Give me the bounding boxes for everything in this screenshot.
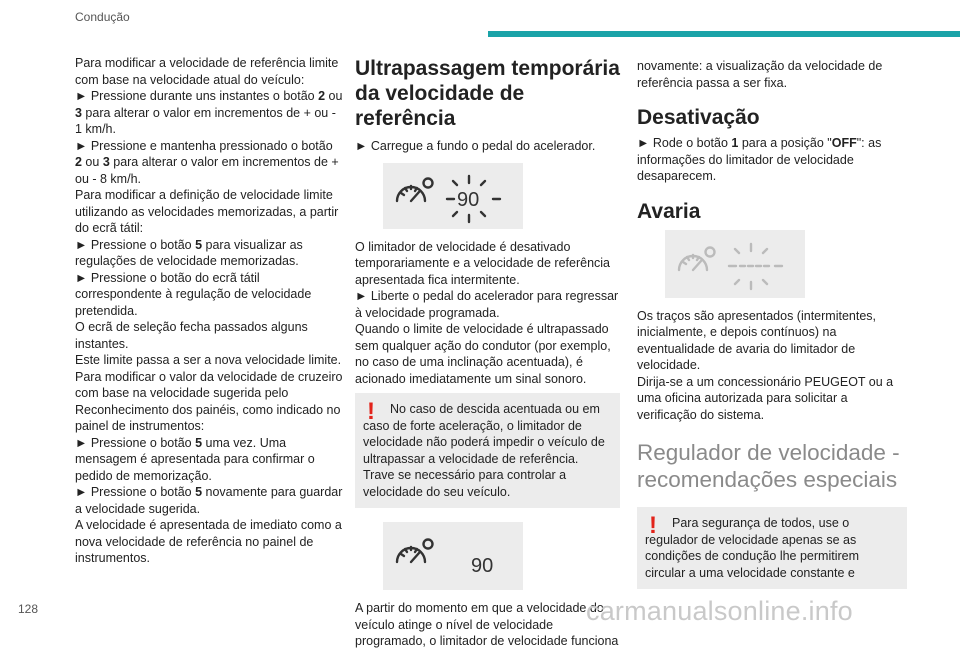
header-title: Condução xyxy=(75,10,130,24)
section-heading-desativacao: Desativação xyxy=(637,106,760,129)
paragraph: Para modificar o valor da velocidade de cruzeiro com base na velocidade sugerida pelo Reconhecimento dos painéis, como indicado no painel de instrumentos: xyxy=(75,369,343,433)
paragraph: ► Carregue a fundo o pedal do acelerador. xyxy=(355,139,596,153)
watermark: carmanualsonline.info xyxy=(586,596,853,626)
column-1 xyxy=(75,55,343,567)
speed-limiter-fault-picto xyxy=(665,230,805,298)
paragraph: A partir do momento em que a velocidade do veículo atinge o nível de velocidade programado, o limitador de velocidade funciona xyxy=(355,601,619,648)
paragraph: ► Liberte o pedal do acelerador para regressar à velocidade programada. xyxy=(355,289,619,320)
paragraph: ► Pressione o botão 5 uma vez. Uma mensagem é apresentada para confirmar o pedido de memorização. xyxy=(75,435,315,483)
paragraph: Quando o limite de velocidade é ultrapassado sem qualquer ação do condutor (por exemplo, no caso de uma inclinação acentuada), é acionado imediatamente um sinal sonoro. xyxy=(355,322,611,386)
paragraph: ► Pressione durante uns instantes o botão 2 ou 3 para alterar o valor em incrementos de + ou - 1 km/h. xyxy=(75,89,343,136)
warning-text: No caso de descida acentuada ou em caso de forte aceleração, o limitador de velocidade não poderá impedir o veículo de ultrapassar a velocidade de referência. xyxy=(363,402,605,466)
speedometer-fault-icon xyxy=(665,230,805,298)
paragraph: Para modificar a velocidade de referência limite com base na velocidade atual do veículo: xyxy=(75,56,339,87)
warning-box xyxy=(637,507,907,589)
warning-exclamation-icon: ! xyxy=(367,398,375,425)
speed-value-text: 90 xyxy=(471,555,494,577)
section-heading-regulador: Regulador de velocidade - recomendações especiais xyxy=(637,440,900,492)
paragraph: ► Pressione e mantenha pressionado o botão 2 ou 3 para alterar o valor em incrementos de + ou - 8 km/h. xyxy=(75,138,339,186)
section-heading-avaria: Avaria xyxy=(637,199,701,223)
paragraph: Este limite passa a ser a nova velocidade limite. xyxy=(75,353,342,367)
paragraph: ► Pressione o botão do ecrã tátil correspondente à regulação de velocidade pretendida. xyxy=(75,270,312,318)
column-3 xyxy=(637,58,907,603)
warning-text: Para segurança de todos, use o regulador de velocidade apenas se as condições de condução lhe permitirem circular a uma velocidade constante e xyxy=(645,516,860,580)
paragraph: O ecrã de seleção fecha passados alguns instantes. xyxy=(75,320,308,351)
paragraph: ► Pressione o botão 5 novamente para guardar a velocidade sugerida. xyxy=(75,485,343,516)
speedometer-flashing-icon xyxy=(383,163,523,229)
warning-text: Trave se necessário para controlar a velocidade do seu veículo. xyxy=(363,468,567,499)
paragraph: ► Pressione o botão 5 para visualizar as regulações de velocidade memorizadas. xyxy=(75,237,303,268)
speed-limiter-active-picto xyxy=(383,522,523,590)
section-heading-ultrapassagem: Ultrapassagem temporária da velocidade de referência xyxy=(355,57,620,130)
warning-box xyxy=(355,393,620,508)
paragraph: O limitador de velocidade é desativado temporariamente e a velocidade de referência apresentada fica intermitente. xyxy=(355,239,611,287)
column-2 xyxy=(355,56,620,650)
paragraph: Para modificar a definição de velocidade limite utilizando as velocidades memorizadas, a partir do ecrã tátil: xyxy=(75,188,339,235)
paragraph: Dirija-se a um concessionário PEUGEOT ou a uma oficina autorizada para solicitar a verificação do sistema. xyxy=(637,374,894,422)
speedometer-icon xyxy=(383,522,523,590)
speed-limiter-flashing-picto xyxy=(383,163,523,229)
paragraph: Os traços são apresentados (intermitentes, inicialmente, e depois contínuos) na eventualidade de avaria do limitador de velocidade. xyxy=(637,308,877,372)
paragraph: ► Rode o botão 1 para a posição "OFF": as informações do limitador de velocidade desaparecem. xyxy=(637,136,882,183)
header-accent-bar xyxy=(488,31,960,37)
page-number: 128 xyxy=(18,602,39,616)
paragraph: novamente: a visualização da velocidade de referência passa a ser fixa. xyxy=(637,59,883,90)
paragraph: A velocidade é apresentada de imediato como a nova velocidade de referência no painel de instrumentos. xyxy=(75,518,342,565)
warning-exclamation-icon: ! xyxy=(649,512,657,539)
speed-value-text: 90 xyxy=(457,188,480,211)
